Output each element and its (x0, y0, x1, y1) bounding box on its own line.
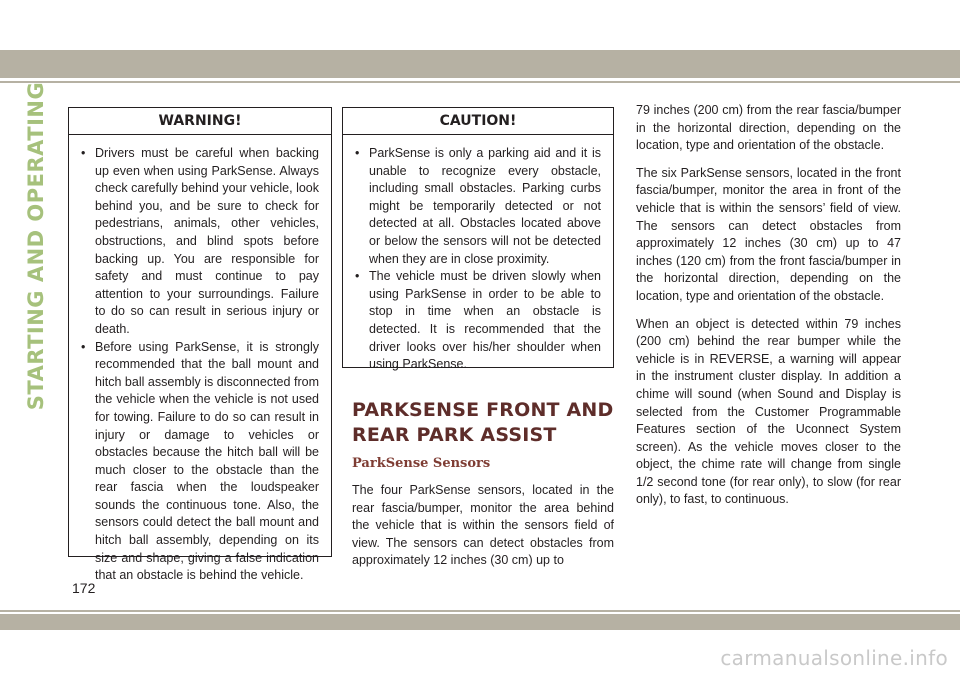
warning-title: WARNING! (69, 108, 331, 135)
right-column-text (636, 102, 901, 519)
footer-rule (0, 610, 960, 612)
footer-band (0, 614, 960, 630)
page-number: 172 (72, 580, 96, 596)
header-rule (0, 81, 960, 83)
warning-item: • Drivers must be careful when backing up even when using ParkSense. Always check carefully behind your vehicle, look behind you, and be sure to check for pedestrians, animals, other vehicles, obstructions, and blind spots before backing up. You are responsible for safety and must continue to pay attention to your surroundings. Failure to do so can result in serious injury or death. (81, 145, 319, 339)
body-paragraph: The six ParkSense sensors, located in the front fascia/bumper, monitor the area in front of the vehicle that is within the sensors’ field of view. The sensors can detect obstacles from approximately 12 inches (30 cm) up to 47 inches (120 cm) from the front fascia/bumper in the horizontal direction, depending on the location, type and orientation of the obstacle. (636, 165, 901, 303)
caution-list (343, 135, 613, 374)
chapter-side-tab (16, 81, 56, 411)
caution-item: • The vehicle must be driven slowly when using ParkSense in order to be able to stop in time when an obstacle is detected. It is recommended that the driver looks over his/her shoulder when using ParkSense. (355, 268, 601, 374)
caution-box (342, 107, 614, 372)
middle-column-text (352, 482, 614, 580)
section-heading: PARKSENSE FRONT AND REAR PARK ASSIST (352, 399, 614, 446)
warning-box (68, 107, 332, 583)
caution-title: CAUTION! (343, 108, 613, 135)
body-paragraph: The four ParkSense sensors, located in the rear fascia/bumper, monitor the area behind the vehicle that is within the sensors field of view. The sensors can detect obstacles from approximately 12 inches (30 cm) up to (352, 483, 614, 568)
warning-list (69, 135, 331, 585)
header-band (0, 50, 960, 78)
body-paragraph: When an object is detected within 79 inches (200 cm) behind the rear bumper while the vehicle is in REVERSE, a warning will appear in the instrument cluster display. In addition a chime will sound (when Sound and Display is selected from the Customer Programmable Features section of the Uconnect System screen). As the vehicle moves closer to the object, the chime rate will change from single 1/2 second tone (for rear only), to slow (for rear only), to fast, to continuous. (636, 316, 901, 507)
chapter-side-tab-label: STARTING AND OPERATING (24, 81, 48, 411)
subsection-heading: ParkSense Sensors (352, 456, 491, 471)
caution-item: • ParkSense is only a parking aid and it is unable to recognize every obstacle, including small obstacles. Parking curbs might be temporarily detected or not detected at all. Obstacles located above or below the sensors will not be detected when they are in close proximity. (355, 145, 601, 268)
watermark-text: carmanualsonline.info (720, 646, 948, 670)
warning-item: • Before using ParkSense, it is strongly recommended that the ball mount and hitch ball assembly is disconnected from the vehicle when the vehicle is not used for towing. Failure to do so can result in injury or damage to vehicles or obstacles because the hitch ball will be much closer to the obstacle than the rear fascia when the loudspeaker sounds the continuous tone. Also, the sensors could detect the ball mount and hitch ball assembly, depending on its size and shape, giving a false indication that an obstacle is behind the vehicle. (81, 339, 319, 585)
body-paragraph: 79 inches (200 cm) from the rear fascia/bumper in the horizontal direction, depending on the location, type and orientation of the obstacle. (636, 103, 901, 153)
